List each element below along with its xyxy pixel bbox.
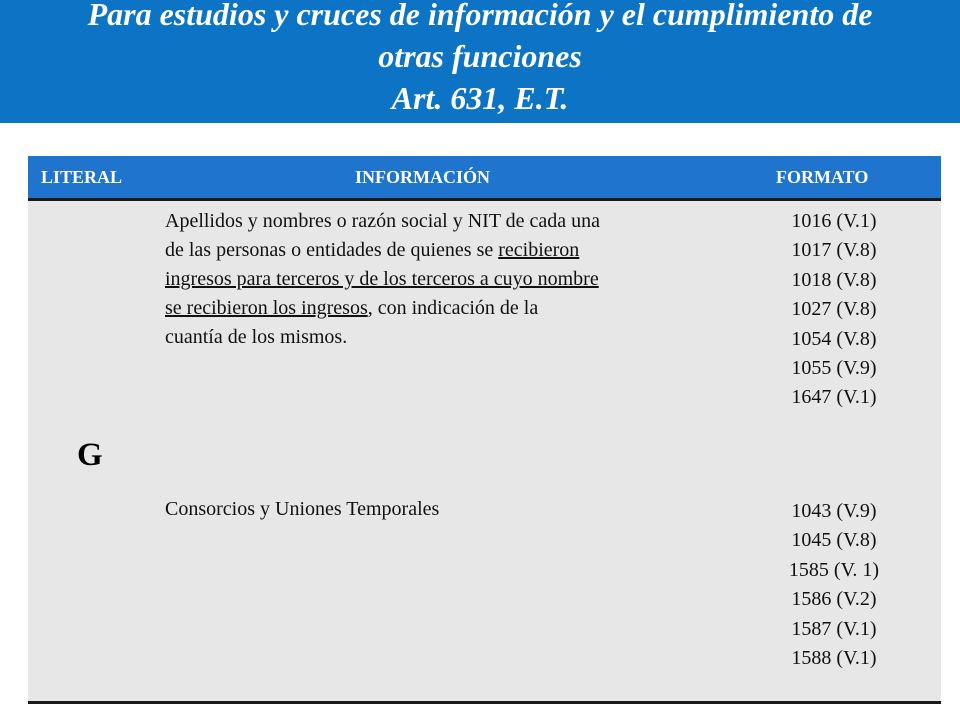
slide-title [0, 0, 960, 123]
header-literal: LITERAL [41, 167, 123, 187]
underlined-text: recibieron [498, 239, 580, 261]
literal-value: G [77, 437, 103, 473]
format-item: 1045 (V.8) [791, 529, 877, 552]
header-formato: FORMATO [776, 167, 869, 187]
info-line: Apellidos y nombres o razón social y NIT de cada una [165, 210, 601, 232]
info-line: de las personas o entidades de quienes se recibieron [165, 239, 580, 261]
format-item: 1054 (V.8) [791, 327, 877, 350]
info-row-1 [165, 207, 725, 352]
format-item: 1055 (V.9) [791, 357, 877, 380]
underlined-text: ingresos para terceros y de los terceros a cuyo nombre [165, 268, 599, 290]
format-item: 1018 (V.8) [791, 268, 877, 291]
title-line-3: Art. 631, E.T. [391, 80, 569, 116]
underlined-text: se recibieron los ingresos [165, 297, 368, 319]
format-item: 1586 (V.2) [791, 588, 877, 611]
table-header [28, 156, 941, 201]
literal-cell [28, 201, 153, 701]
title-line-2: otras funciones [378, 38, 582, 74]
format-item: 1647 (V.1) [791, 386, 877, 409]
format-item: 1587 (V.1) [791, 617, 877, 640]
format-item: 1588 (V.1) [791, 647, 877, 670]
format-item: 1016 (V.1) [791, 210, 877, 232]
format-item: 1043 (V.9) [791, 500, 877, 522]
info-line: Consorcios y Uniones Temporales [165, 498, 440, 520]
format-item: 1027 (V.8) [791, 298, 877, 321]
info-line: cuantía de los mismos. [165, 326, 348, 348]
info-line: se recibieron los ingresos, con indicación de la [165, 297, 539, 319]
info-table [28, 156, 941, 704]
title-line-1: Para estudios y cruces de información y el cumplimiento de [87, 0, 873, 32]
header-informacion: INFORMACIÓN [355, 167, 490, 187]
info-row-2 [165, 495, 725, 524]
format-list-1 [760, 207, 908, 413]
format-item: 1017 (V.8) [791, 239, 877, 262]
format-list-2 [760, 497, 908, 673]
format-item: 1585 (V. 1) [788, 558, 880, 581]
info-line [165, 265, 725, 294]
